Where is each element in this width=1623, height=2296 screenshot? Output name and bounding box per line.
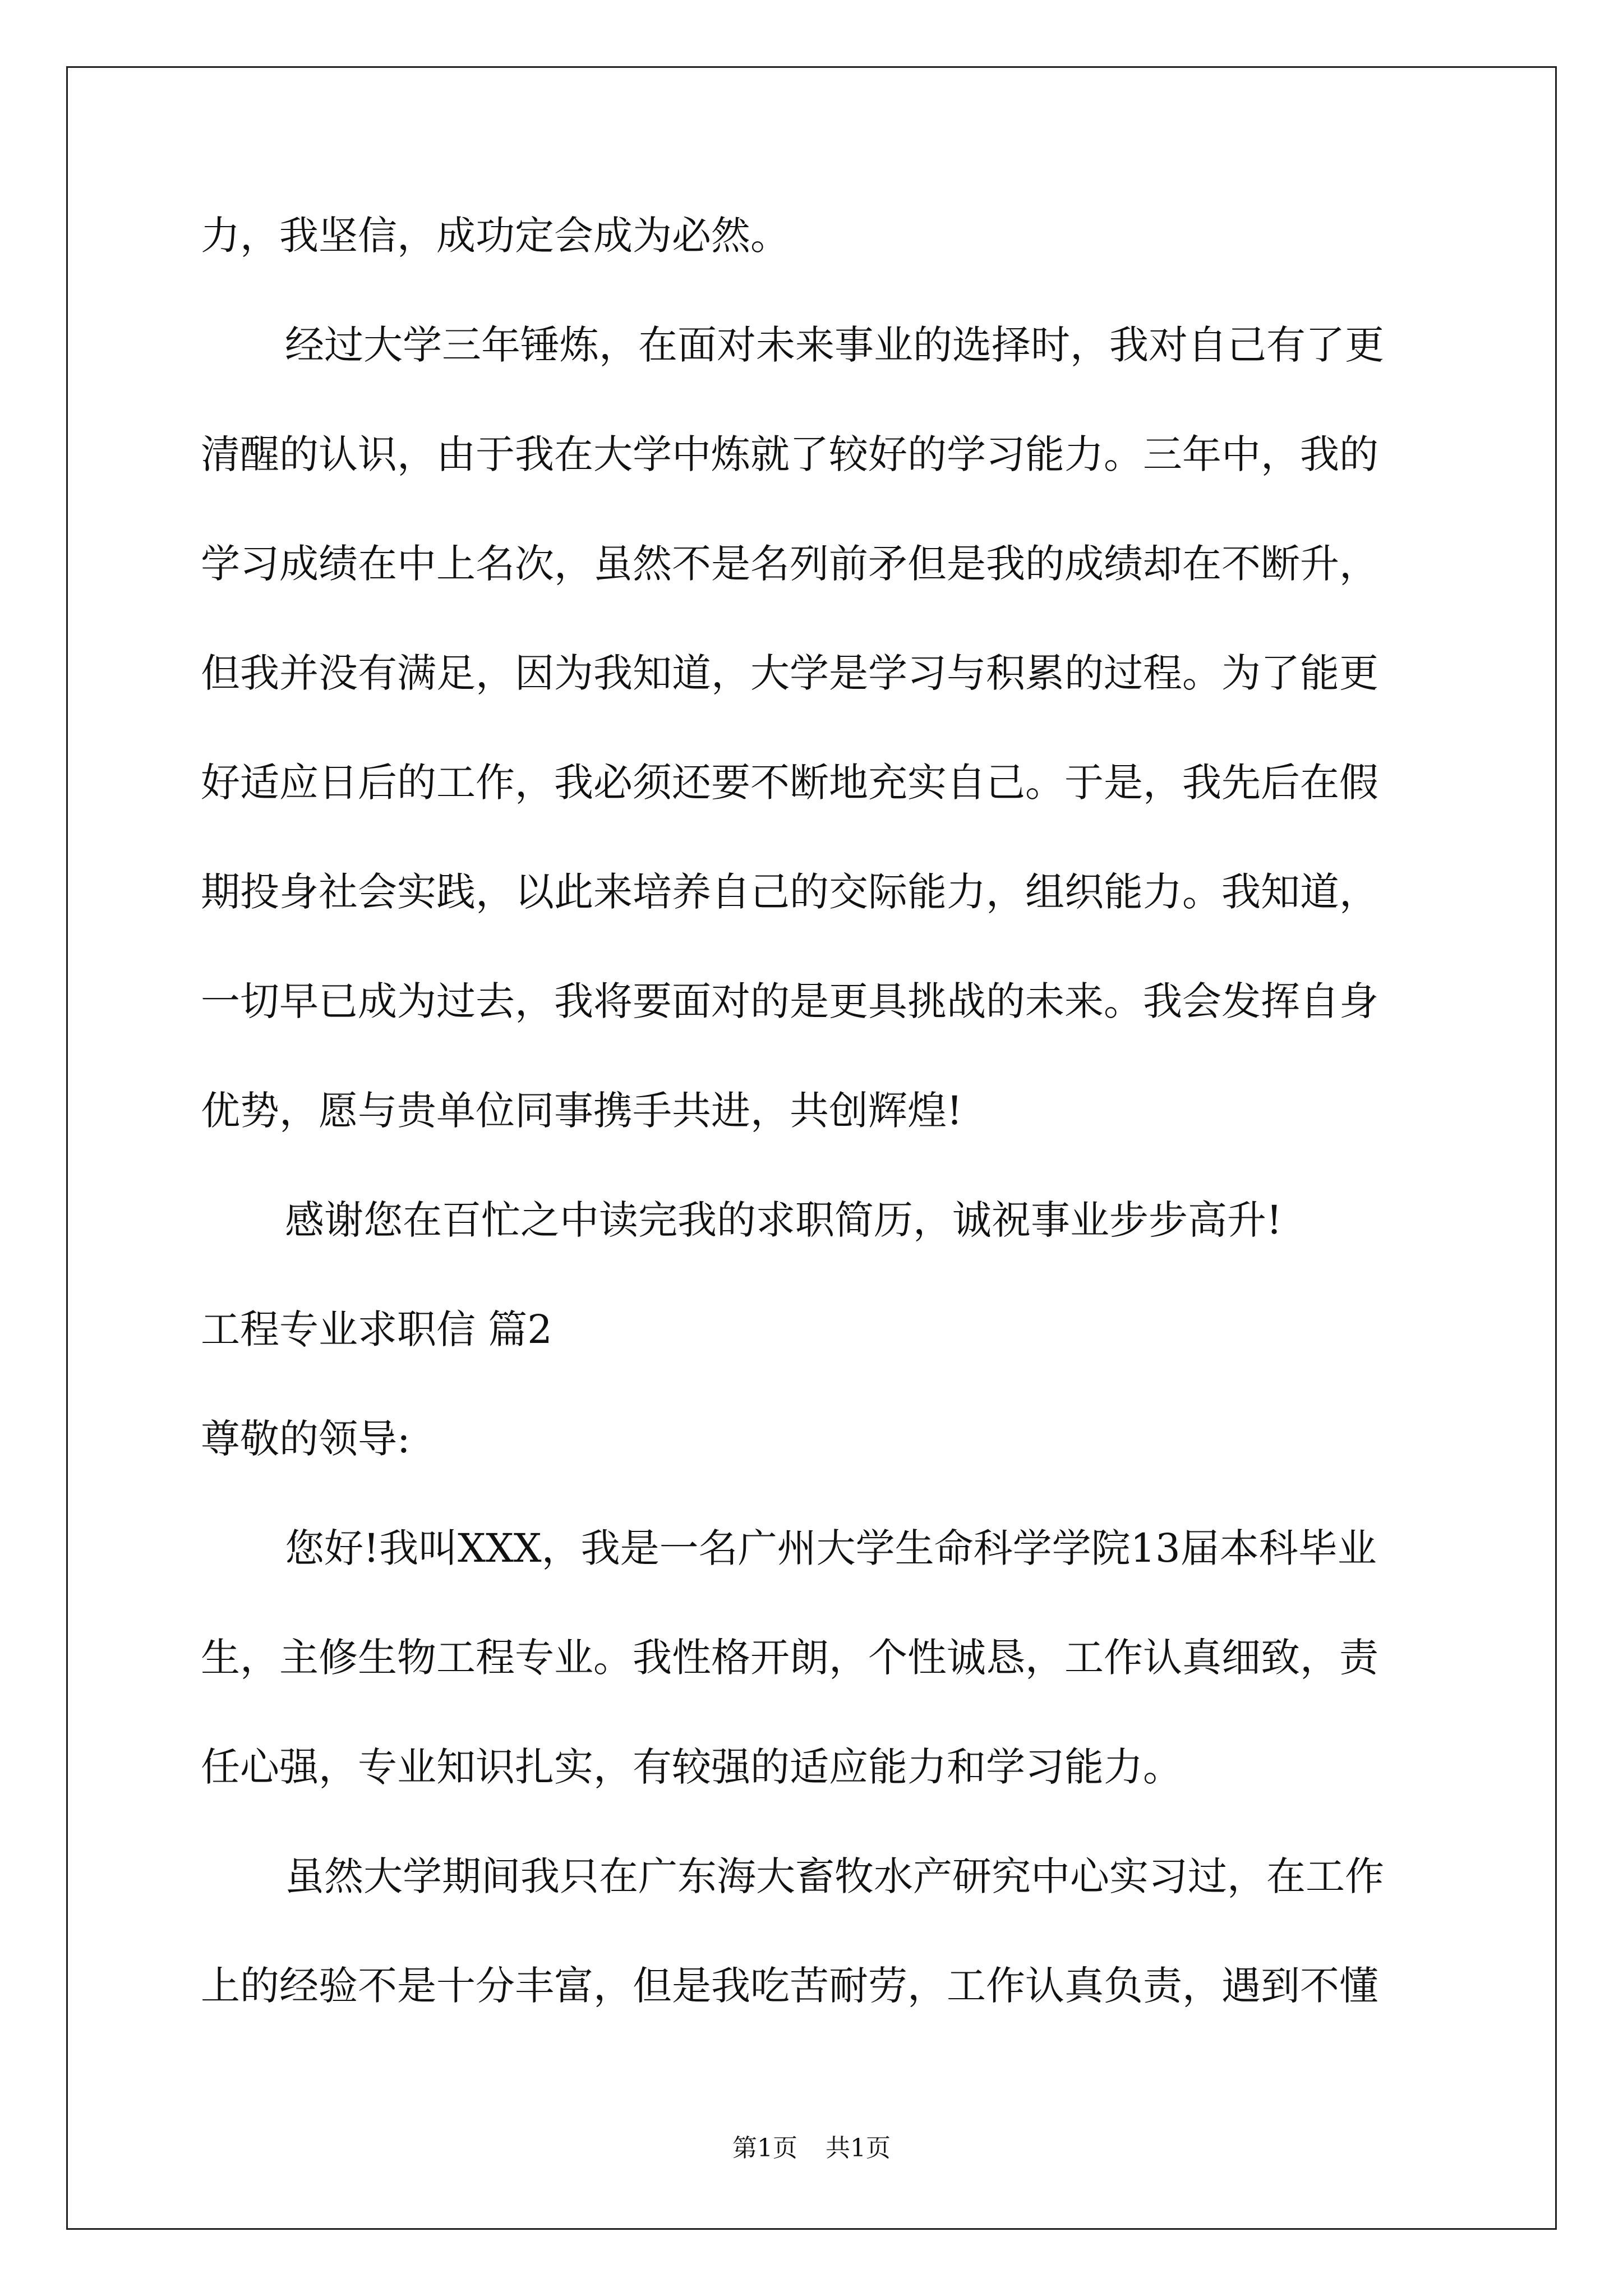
section-heading: 工程专业求职信 篇2 <box>201 1306 552 1352</box>
paragraph-start: 经过大学三年锤炼，在面对未来事业的选择时，我对自己有了更 <box>285 322 1384 368</box>
text-line: 学习成绩在中上名次，虽然不是名列前矛但是我的成绩却在不断升， <box>201 541 1378 587</box>
text-line: 生，主修生物工程专业。我性格开朗，个性诚恳，工作认真细致，责 <box>201 1635 1378 1681</box>
page-number-current: 第1页 <box>732 2134 797 2162</box>
text-line: 力，我坚信，成功定会成为必然。 <box>201 213 790 259</box>
text-line: 一切早已成为过去，我将要面对的是更具挑战的未来。我会发挥自身 <box>201 978 1378 1024</box>
text-line: 上的经验不是十分丰富，但是我吃苦耐劳，工作认真负责，遇到不懂 <box>201 1963 1378 2009</box>
text-line: 任心强，专业知识扎实，有较强的适应能力和学习能力。 <box>201 1744 1182 1790</box>
text-line: 但我并没有满足，因为我知道，大学是学习与积累的过程。为了能更 <box>201 650 1378 696</box>
text-line: 期投身社会实践，以此来培养自己的交际能力，组织能力。我知道， <box>201 869 1378 915</box>
text-line: 优势，愿与贵单位同事携手共进，共创辉煌! <box>201 1088 963 1134</box>
text-line: 好适应日后的工作，我必须还要不断地充实自己。于是，我先后在假 <box>201 760 1378 806</box>
paragraph-start: 您好!我叫XXX，我是一名广州大学生命科学学院13届本科毕业 <box>285 1525 1377 1571</box>
text-line: 清醒的认识，由于我在大学中炼就了较好的学习能力。三年中，我的 <box>201 431 1378 477</box>
page-footer <box>0 2132 1623 2165</box>
paragraph-start: 感谢您在百忙之中读完我的求职简历，诚祝事业步步高升! <box>285 1197 1283 1243</box>
salutation: 尊敬的领导: <box>201 1416 411 1462</box>
page-number-total: 共1页 <box>826 2134 891 2162</box>
paragraph-start: 虽然大学期间我只在广东海大畜牧水产研究中心实习过，在工作 <box>285 1853 1384 1899</box>
